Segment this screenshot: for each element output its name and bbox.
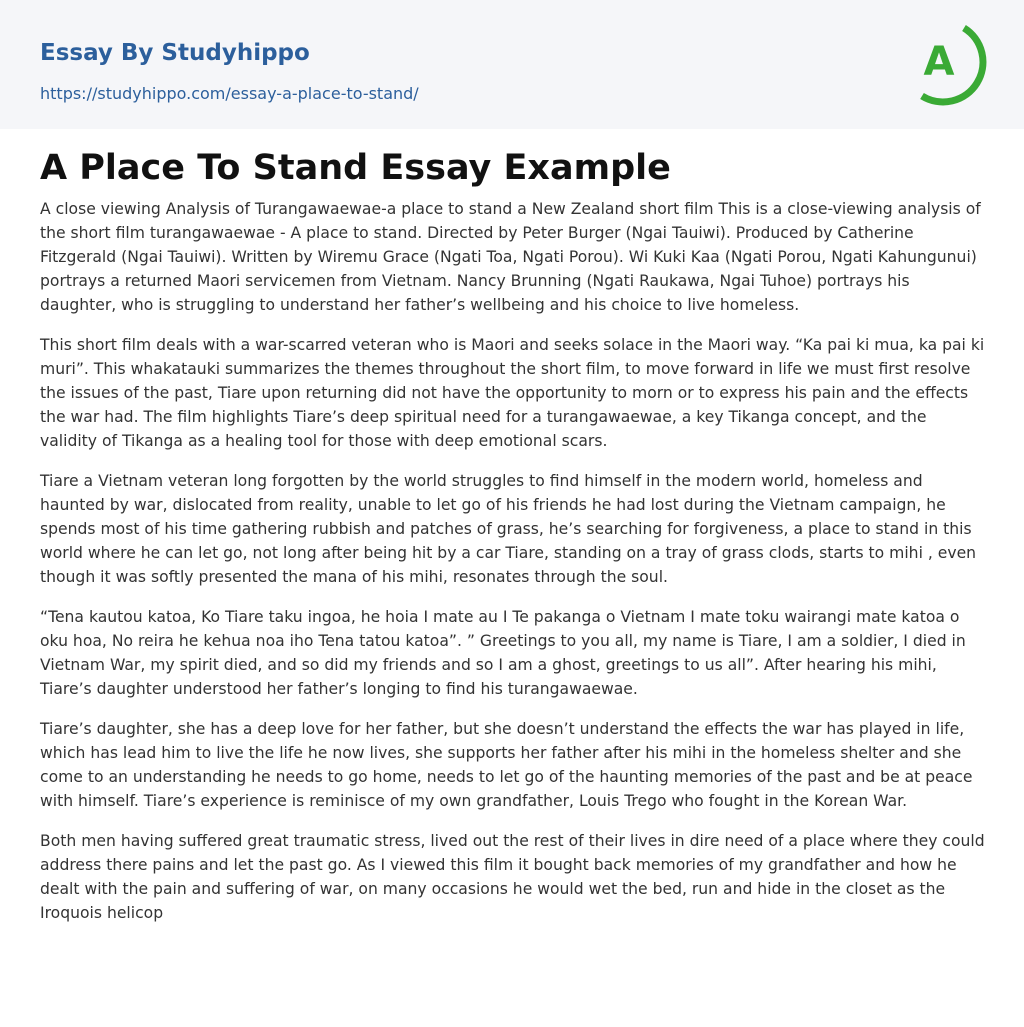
article	[40, 143, 985, 941]
paragraph: Tiare a Vietnam veteran long forgotten by the world struggles to find himself in the modern world, homeless and haunted by war, dislocated from reality, unable to let go of his friends he had lost during the Vietnam campaign, he spends most of his time gathering rubbish and patches of grass, he’s searching for forgiveness, a place to stand in this world where he can let go, not long after being hit by a car Tiare, standing on a tray of grass clods, starts to mihi , even though it was softly presented the mana of his mihi, resonates through the soul.	[40, 472, 977, 586]
essay-url-link[interactable]: https://studyhippo.com/essay-a-place-to-stand/	[40, 84, 419, 103]
paragraph: This short film deals with a war-scarred veteran who is Maori and seeks solace in the Maori way. “Ka pai ki mua, ka pai ki muri”. This whakatauki summarizes the themes throughout the short film, to move forward in life we must first resolve the issues of the past, Tiare upon returning did not have the opportunity to morn or to express his pain and the effects the war had. The film highlights Tiare’s deep spiritual need for a turangawaewae, a key Tikanga concept, and the validity of Tikanga as a healing tool for those with deep emotional scars.	[40, 336, 985, 450]
site-title[interactable]: Essay By Studyhippo	[40, 40, 310, 66]
paragraph: Both men having suffered great traumatic stress, lived out the rest of their lives in dire need of a place where they could address there pains and let the past go. As I viewed this film it bought back memories of my grandfather and how he dealt with the pain and suffering of war, on many occasions he would wet the bed, run and hide in the closet as the Iroquois helicop	[40, 832, 985, 922]
studyhippo-logo[interactable]	[912, 18, 988, 106]
paragraph: Tiare’s daughter, she has a deep love for her father, but she doesn’t understand the effects the war has played in life, which has lead him to live the life he now lives, she supports her father after his mihi in the homeless shelter and she come to an understanding he needs to go home, needs to let go of the haunting memories of the past and be at peace with himself. Tiare’s experience is reminisce of my own grandfather, Louis Trego who fought in the Korean War.	[40, 720, 973, 810]
logo-letter: A	[923, 39, 955, 85]
paragraph: A close viewing Analysis of Turangawaewae-a place to stand a New Zealand short film This is a close-viewing analysis of the short film turangawaewae - A place to stand. Directed by Peter Burger (Ngai Tauiwi). Produced by Catherine Fitzgerald (Ngai Tauiwi). Written by Wiremu Grace (Ngati Toa, Ngati Porou). Wi Kuki Kaa (Ngati Porou, Ngati Kahungunui) portrays a returned Maori servicemen from Vietnam. Nancy Brunning (Ngati Raukawa, Ngai Tuhoe) portrays his daughter, who is struggling to understand her father’s wellbeing and his choice to live homeless.	[40, 200, 981, 314]
page-title: A Place To Stand Essay Example	[40, 148, 671, 188]
logo-ring-icon	[912, 18, 988, 106]
site-header	[0, 0, 1024, 129]
paragraph: “Tena kautou katoa, Ko Tiare taku ingoa, he hoia I mate au I Te pakanga o Vietnam I mate toku wairangi mate katoa o oku hoa, No reira he kehua noa iho Tena tatou katoa”. ” Greetings to you all, my name is Tiare, I am a soldier, I died in Vietnam War, my spirit died, and so did my friends and so I am a ghost, greetings to us all”. After hearing his mihi, Tiare’s daughter understood her father’s longing to find his turangawaewae.	[40, 608, 966, 698]
